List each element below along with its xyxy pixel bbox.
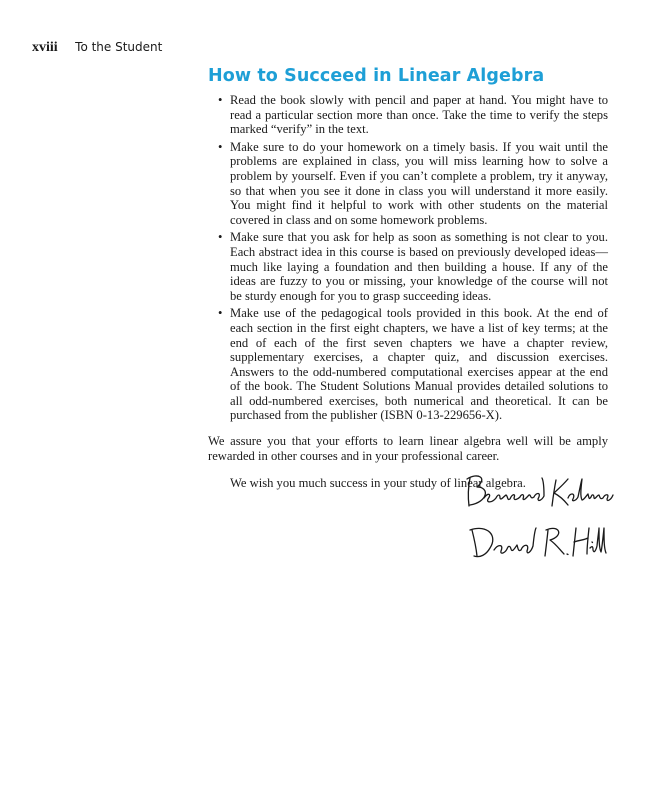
- tip-item: • Make sure to do your homework on a timely basis. If you wait until the problems are explained in class, you will miss learning how to solve a problem by yourself. Even if you can’t complete a problem, try it anyway, so that when you see it done in class you will understand it more easily. You might find it helpful to work with other students on the material covered in class and on some homework problems.: [230, 140, 608, 228]
- tips-list: [230, 93, 608, 423]
- tip-item: • Read the book slowly with pencil and paper at hand. You might have to read a particular section more than once. Take the time to verify the steps marked “verify” in the text.: [230, 93, 608, 137]
- page-heading: How to Succeed in Linear Algebra: [208, 66, 545, 86]
- tip-item: • Make sure that you ask for help as soon as something is not clear to you. Each abstract idea in this course is based on previously developed ideas—much like laying a foundation and then building a house. If any of the ideas are fuzzy to you or missing, your knowledge of the course will not be sturdy enough for you to grasp succeeding ideas.: [230, 230, 608, 303]
- closing-wish: We wish you much success in your study of linear algebra.: [230, 476, 526, 491]
- body-text: [208, 93, 608, 491]
- signature-bernard-kolman: [464, 470, 614, 512]
- signature-david-r-hill: [468, 518, 608, 562]
- closing-assurance: We assure you that your efforts to learn linear algebra well will be amply rewarded in other courses and in your professional career.: [208, 434, 608, 463]
- running-head: [32, 40, 162, 56]
- section-title: To the Student: [75, 40, 163, 54]
- page-number: xviii: [32, 40, 58, 55]
- tip-item: • Make use of the pedagogical tools provided in this book. At the end of each section in the first eight chapters, we have a list of key terms; at the end of each of the first seven chapters we have a chapter review, supplementary exercises, a chapter quiz, and discussion exercises. Answers to the odd-numbered computational exercises appear at the end of the book. The Student Solutions Manual provides detailed solutions to all odd-numbered exercises, both numerical and theoretical. It can be purchased from the publisher (ISBN 0-13-229656-X).: [230, 306, 608, 423]
